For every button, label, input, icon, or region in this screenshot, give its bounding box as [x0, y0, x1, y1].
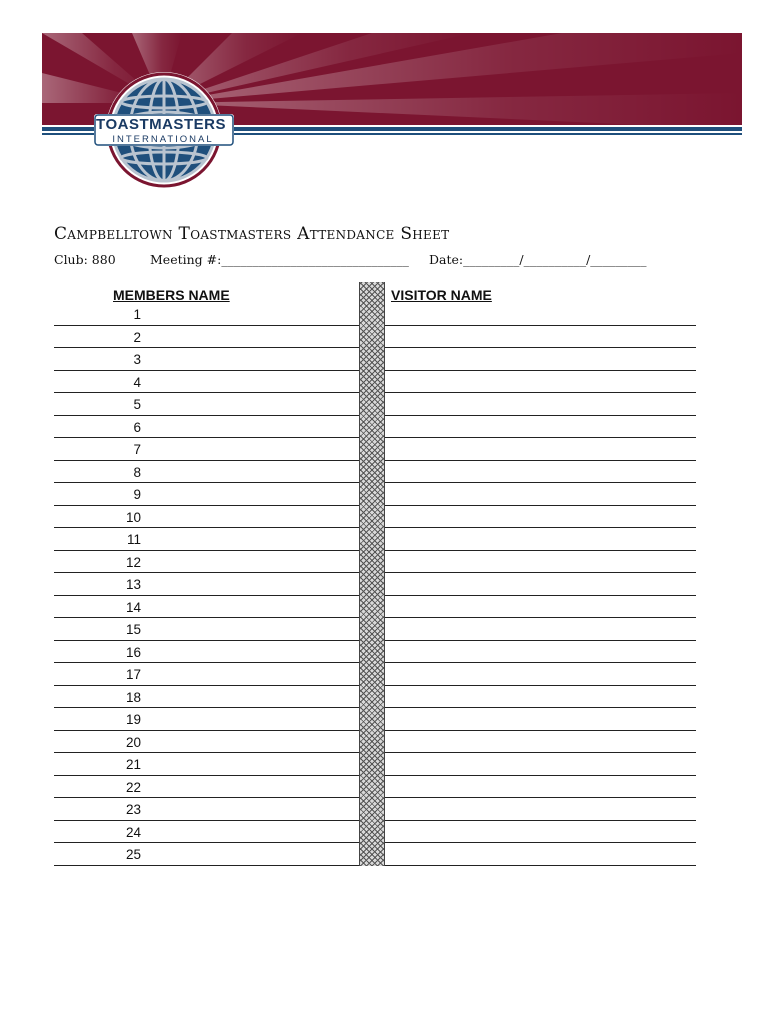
row-number: 17 — [125, 667, 141, 682]
row-number: 21 — [125, 757, 141, 772]
members-column-header: MEMBERS NAME — [113, 287, 230, 303]
row-number: 14 — [125, 599, 141, 615]
attendance-row — [54, 528, 696, 551]
attendance-row — [54, 438, 696, 461]
attendance-row — [54, 708, 696, 731]
attendance-row — [54, 551, 696, 574]
row-number: 24 — [125, 824, 141, 840]
attendance-row — [54, 348, 696, 371]
logo-wordmark: TOASTMASTERS — [96, 116, 226, 133]
row-number: 1 — [133, 307, 141, 322]
attendance-row — [54, 753, 696, 776]
logo-subtitle: INTERNATIONAL — [112, 134, 214, 145]
attendance-row — [54, 371, 696, 394]
row-number: 22 — [125, 779, 141, 795]
row-number: 5 — [133, 397, 141, 412]
row-number: 7 — [133, 442, 141, 457]
attendance-row — [54, 843, 696, 866]
row-number: 13 — [125, 577, 141, 592]
row-number: 6 — [133, 419, 141, 435]
row-number: 9 — [133, 487, 141, 502]
attendance-row — [54, 461, 696, 484]
row-number: 11 — [126, 532, 141, 547]
member-name-line[interactable] — [54, 865, 359, 866]
attendance-row — [54, 798, 696, 821]
row-number: 15 — [125, 622, 141, 637]
row-number: 19 — [125, 712, 141, 727]
meeting-number-field: Meeting #:______________________________ — [150, 252, 409, 267]
row-number: 12 — [125, 554, 141, 570]
row-number: 16 — [125, 644, 141, 660]
row-number: 4 — [133, 374, 141, 390]
row-number: 18 — [125, 689, 141, 705]
row-number: 23 — [125, 802, 141, 817]
row-number: 2 — [133, 329, 141, 345]
row-number: 10 — [125, 509, 141, 525]
visitors-column-header: VISITOR NAME — [391, 287, 492, 303]
attendance-row — [54, 416, 696, 439]
attendance-row — [54, 776, 696, 799]
row-number: 20 — [125, 734, 141, 750]
attendance-row — [54, 573, 696, 596]
row-number: 8 — [133, 464, 141, 480]
attendance-row — [54, 821, 696, 844]
attendance-row — [54, 618, 696, 641]
attendance-row — [54, 483, 696, 506]
page-title: Campbelltown Toastmasters Attendance Sheet — [54, 224, 450, 244]
attendance-row — [54, 393, 696, 416]
row-number: 25 — [125, 847, 141, 862]
attendance-table — [54, 303, 696, 866]
attendance-row — [54, 506, 696, 529]
attendance-row — [54, 303, 696, 326]
row-number: 3 — [133, 352, 141, 367]
attendance-row — [54, 731, 696, 754]
visitor-name-line[interactable] — [385, 865, 696, 866]
attendance-row — [54, 596, 696, 619]
date-field: Date:_________/__________/_________ — [429, 252, 647, 267]
attendance-row — [54, 663, 696, 686]
attendance-row — [54, 641, 696, 664]
club-number: Club: 880 — [54, 252, 116, 267]
attendance-row — [54, 326, 696, 349]
attendance-row — [54, 686, 696, 709]
